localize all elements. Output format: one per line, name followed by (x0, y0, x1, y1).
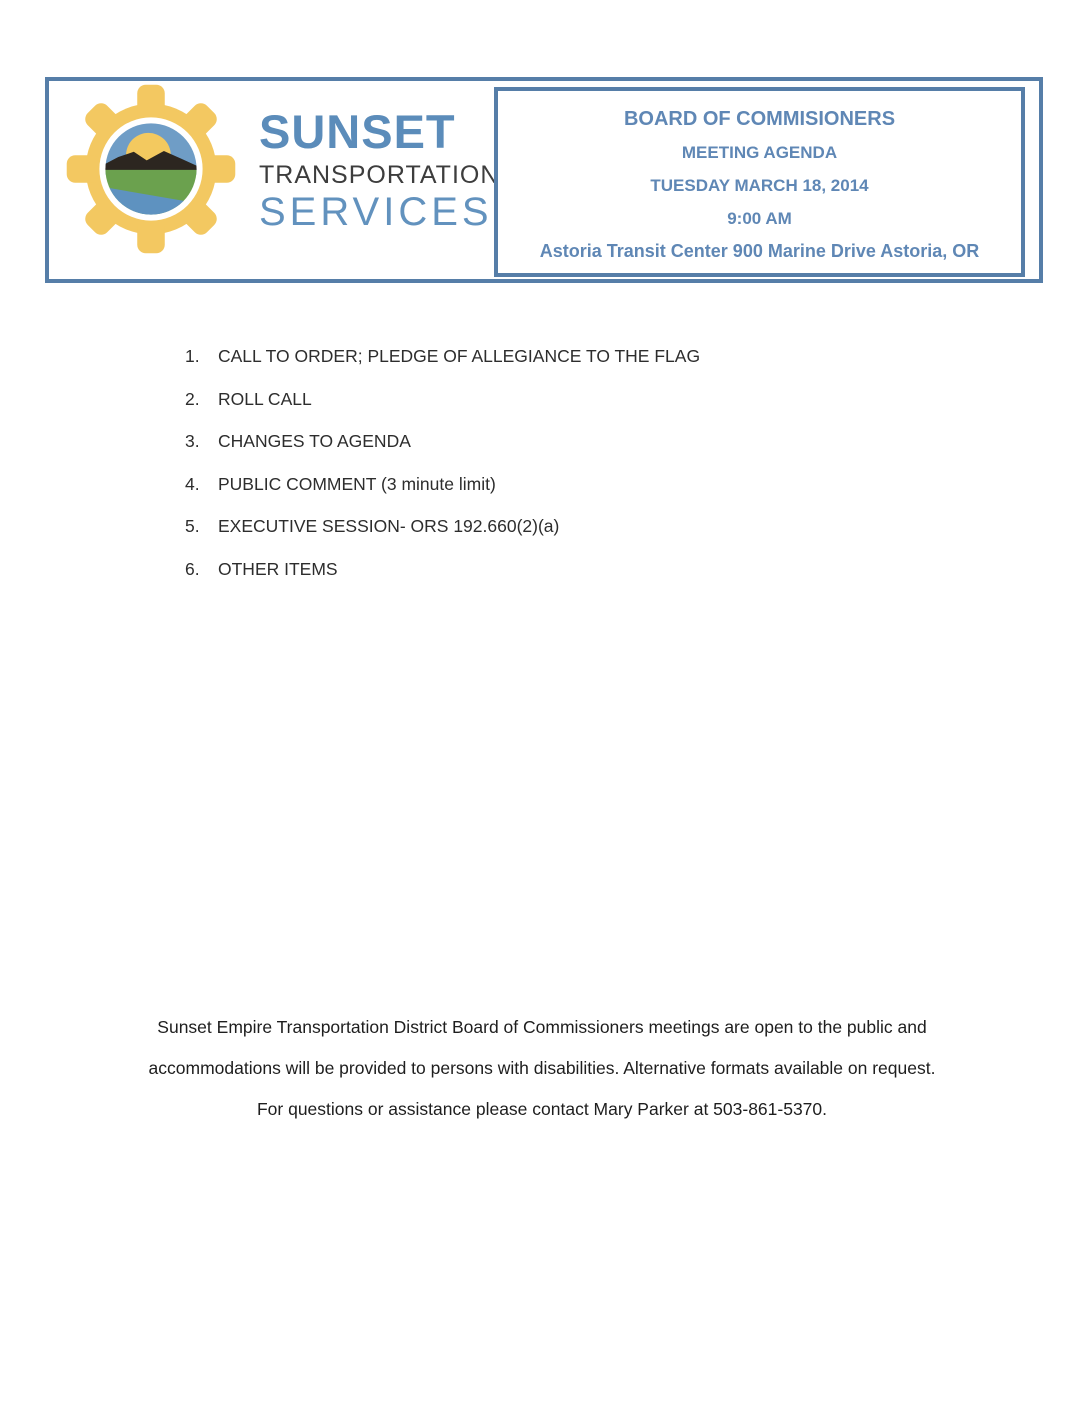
agenda-item (185, 474, 700, 495)
meeting-date: TUESDAY MARCH 18, 2014 (650, 176, 869, 195)
accessibility-notice-line: Sunset Empire Transportation District Board of Commissioners meetings are open to the public and (157, 1017, 927, 1037)
accessibility-notice (0, 1007, 1084, 1130)
agenda-item (185, 431, 700, 452)
meeting-time: 9:00 AM (727, 209, 792, 228)
meeting-location: Astoria Transit Center 900 Marine Drive Astoria, OR (539, 241, 980, 261)
agenda-item-text: CHANGES TO AGENDA (218, 431, 411, 451)
agenda-item (185, 346, 700, 367)
meeting-info-box (494, 87, 1025, 277)
agenda-list (185, 346, 700, 601)
agenda-item-number: 3. (185, 431, 200, 451)
agenda-item (185, 516, 700, 537)
logo-wordmark (259, 105, 500, 234)
agenda-item-text: ROLL CALL (218, 388, 312, 409)
meeting-subtitle: MEETING AGENDA (681, 143, 838, 162)
agenda-item-text: OTHER ITEMS (218, 558, 338, 579)
agenda-item (185, 559, 700, 580)
letterhead-box (45, 77, 1043, 283)
logo-name-sunset: SUNSET (259, 105, 456, 158)
sunset-gear-logo-icon (65, 83, 237, 255)
agenda-item-text: PUBLIC COMMENT (3 minute limit) (218, 473, 496, 494)
agenda-item-number: 1. (185, 346, 200, 366)
agenda-item-number: 6. (185, 558, 200, 579)
logo-name-services: SERVICES (259, 190, 493, 234)
agenda-item-number: 5. (185, 516, 200, 536)
accessibility-notice-line: For questions or assistance please contact Mary Parker at 503-861-5370. (256, 1099, 828, 1119)
agenda-item-number: 4. (185, 473, 200, 494)
logo-name-transportation: TRANSPORTATION (259, 161, 500, 189)
agenda-item-text: CALL TO ORDER; PLEDGE OF ALLEGIANCE TO THE FLAG (218, 346, 701, 366)
accessibility-notice-line: accommodations will be provided to persons with disabilities. Alternative formats available on request. (148, 1058, 936, 1078)
agenda-item-text: EXECUTIVE SESSION- ORS 192.660(2)(a) (218, 516, 560, 536)
meeting-title: BOARD OF COMMISIONERS (623, 108, 896, 130)
agenda-item-number: 2. (185, 388, 200, 409)
agenda-item (185, 389, 700, 410)
